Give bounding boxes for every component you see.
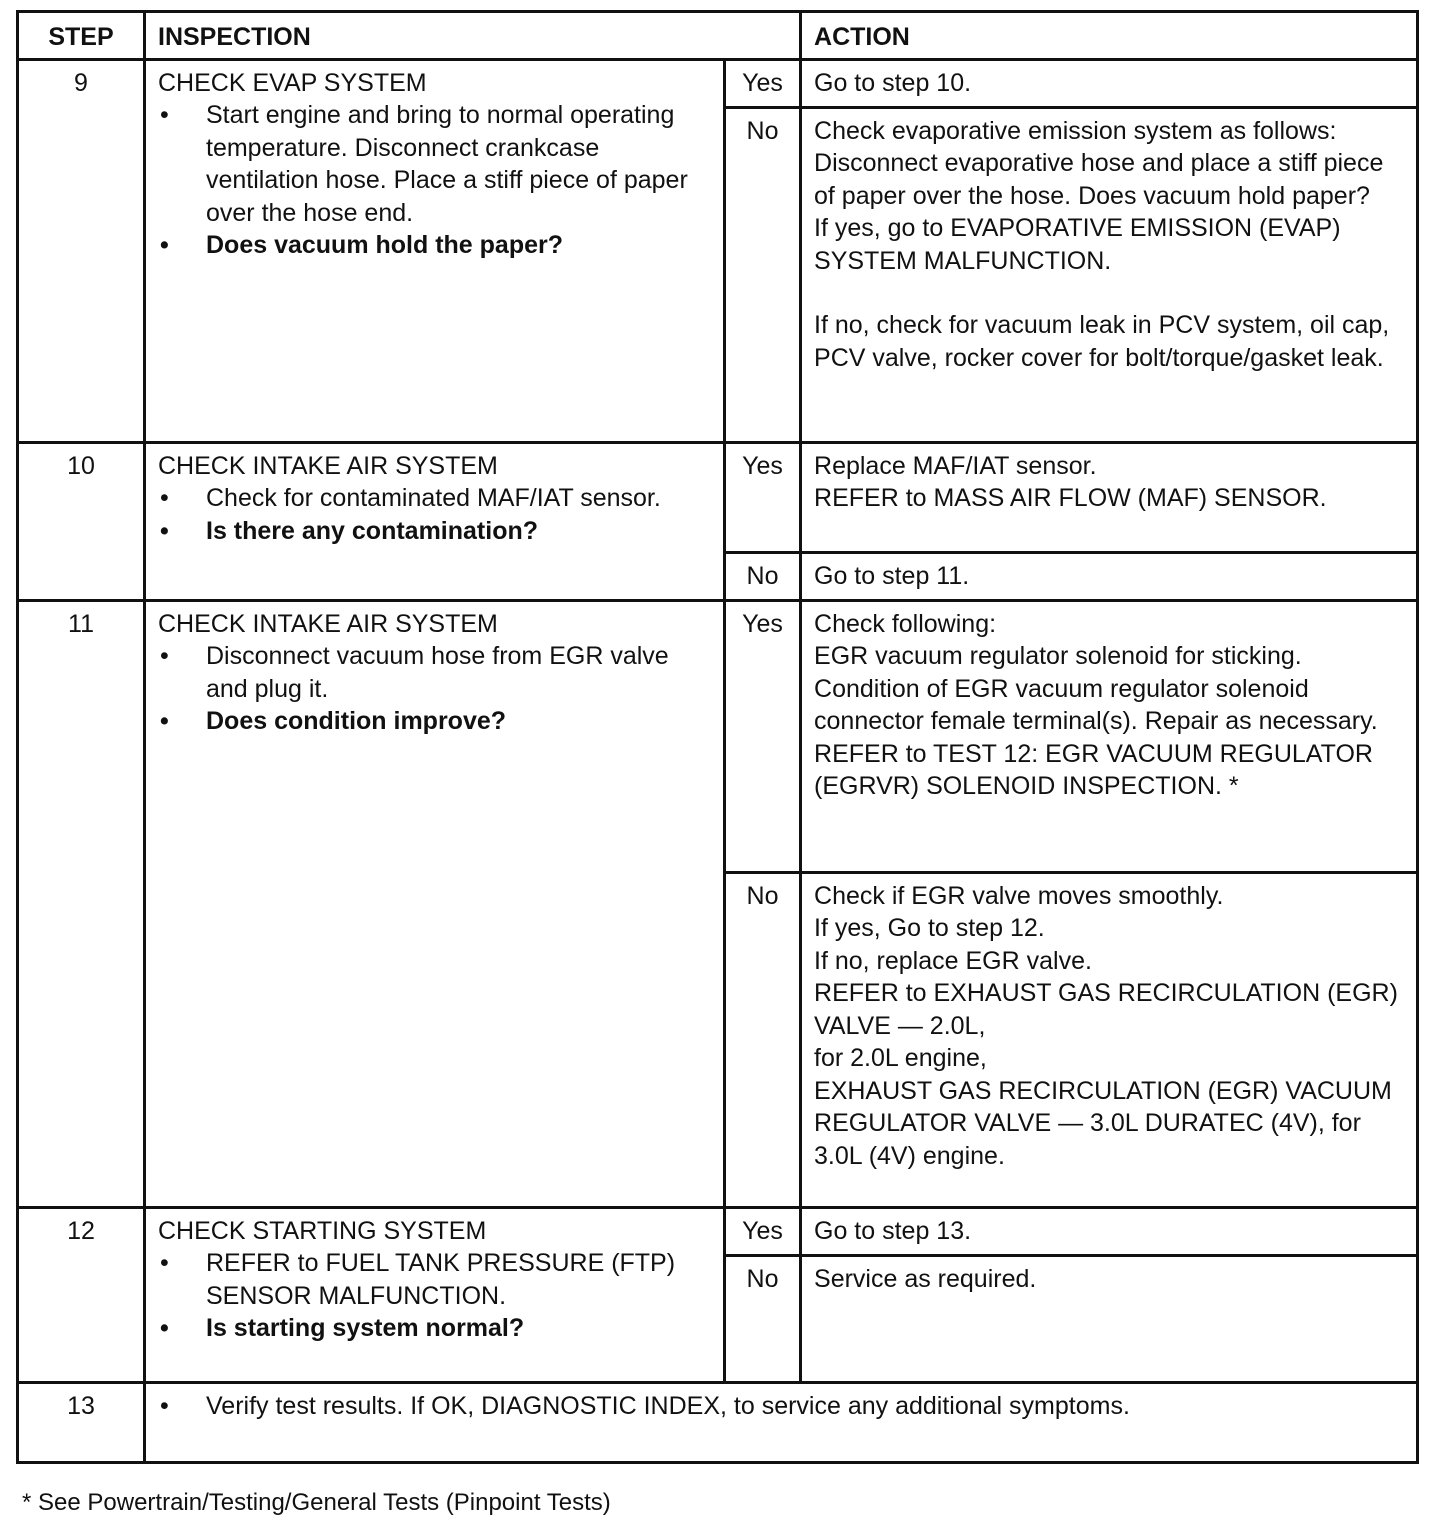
footnote: * See Powertrain/Testing/General Tests (Pinpoint Tests) [22,1489,611,1516]
action-line: If no, check for vacuum leak in PCV system, oil cap, PCV valve, rocker cover for bolt/torque/gasket leak. [814,311,1390,372]
inspection-header: INSPECTION [145,12,801,60]
step-row [18,600,1418,872]
header-row [18,12,1418,60]
final-step-row [18,1382,1418,1462]
inspection-bullet: • Disconnect vacuum hose from EGR valve and plug it. [158,640,711,705]
action-line: REFER to MASS AIR FLOW (MAF) SENSOR. [814,484,1327,512]
action-line: Check evaporative emission system as follows: Disconnect evaporative hose and place a stiff piece of paper over the hose. Does vacuum hold paper? [814,116,1384,210]
action-line: Go to step 11. [814,561,970,590]
inspection-bullets [158,1247,711,1345]
yes-label: Yes [725,59,801,107]
step-number: 12 [18,1207,145,1382]
inspection-question: • Does vacuum hold the paper? [158,229,711,262]
inspection-cell [145,59,725,442]
no-action [801,1255,1418,1382]
step-number: 13 [18,1382,145,1462]
action-line: Check if EGR valve moves smoothly. [814,881,1224,910]
inspection-bullets [158,640,711,738]
inspection-title: CHECK INTAKE AIR SYSTEM [158,609,498,638]
final-bullets [158,1390,1404,1423]
no-action [801,872,1418,1207]
no-action [801,552,1418,600]
inspection-title: CHECK INTAKE AIR SYSTEM [158,451,498,480]
inspection-bullet: • Start engine and bring to normal operating temperature. Disconnect crankcase ventilation hose. Place a stiff piece of paper over the hose end. [158,99,711,229]
action-line: REFER to EXHAUST GAS RECIRCULATION (EGR) VALVE — 2.0L, [814,979,1398,1040]
yes-action [801,1207,1418,1255]
final-step-text: • Verify test results. If OK, DIAGNOSTIC INDEX, to service any additional symptoms. [158,1390,1166,1423]
inspection-title: CHECK EVAP SYSTEM [158,68,427,97]
inspection-question: • Does condition improve? [158,705,711,738]
action-line: Go to step 10. [814,68,972,97]
step-row [18,59,1418,107]
inspection-bullet: • Check for contaminated MAF/IAT sensor. [158,482,711,515]
step-row [18,1207,1418,1255]
inspection-cell [145,442,725,600]
inspection-cell [145,600,725,1207]
step-row [18,442,1418,552]
diagnostic-table [16,10,1419,1464]
action-line: Check following: [814,609,997,638]
inspection-cell [145,1207,725,1382]
action-line: for 2.0L engine, [814,1044,987,1072]
yes-action [801,59,1418,107]
step-number: 11 [18,600,145,1207]
action-line: If yes, go to EVAPORATIVE EMISSION (EVAP) SYSTEM MALFUNCTION. [814,214,1341,275]
no-label: No [725,872,801,1207]
yes-label: Yes [725,442,801,552]
inspection-bullets [158,99,711,262]
inspection-question: • Is starting system normal? [158,1312,711,1345]
action-line: EGR vacuum regulator solenoid for sticking. [814,642,1302,670]
step-header: STEP [18,12,145,60]
yes-action [801,600,1418,872]
table-body [18,59,1418,1462]
no-label: No [725,1255,801,1382]
no-label: No [725,107,801,442]
action-line: REFER to TEST 12: EGR VACUUM REGULATOR (EGRVR) SOLENOID INSPECTION. * [814,739,1373,800]
inspection-title: CHECK STARTING SYSTEM [158,1216,487,1245]
action-line: If no, replace EGR valve. [814,946,1092,975]
yes-action [801,442,1418,552]
action-line: EXHAUST GAS RECIRCULATION (EGR) VACUUM REGULATOR VALVE — 3.0L DURATEC (4V), for 3.0L (4V) engine. [814,1076,1392,1170]
final-step-text-cell [145,1382,1418,1462]
no-action [801,107,1418,442]
action-line: Condition of EGR vacuum regulator solenoid connector female terminal(s). Repair as necessary. [814,674,1378,735]
action-header: ACTION [801,12,1418,60]
action-line: Replace MAF/IAT sensor. [814,451,1097,480]
step-number: 10 [18,442,145,600]
action-line: Service as required. [814,1264,1037,1293]
step-number: 9 [18,59,145,442]
inspection-bullet: • REFER to FUEL TANK PRESSURE (FTP) SENSOR MALFUNCTION. [158,1247,711,1312]
no-label: No [725,552,801,600]
spacer [814,277,1404,309]
yes-label: Yes [725,600,801,872]
action-line: Go to step 13. [814,1216,972,1245]
inspection-bullets [158,482,711,547]
action-line: If yes, Go to step 12. [814,914,1045,942]
inspection-question: • Is there any contamination? [158,515,711,548]
yes-label: Yes [725,1207,801,1255]
